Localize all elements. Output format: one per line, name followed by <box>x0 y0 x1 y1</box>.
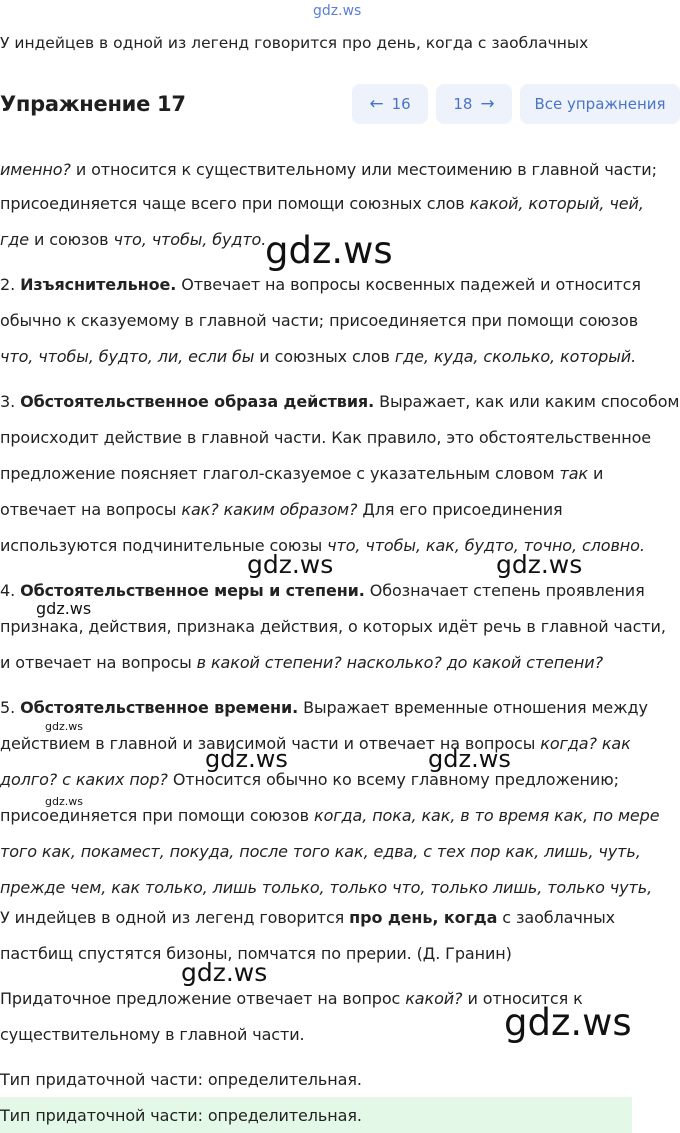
text: признака, действия, признака действия, о которых идёт речь в главной части, <box>0 617 666 636</box>
italic-text: того как, покамест, покуда, после того как, едва, с тех пор как, лишь, чуть, <box>0 842 641 861</box>
text: Для его присоединения <box>357 500 563 519</box>
text: и союзов <box>29 230 114 249</box>
task-preview: У индейцев в одной из легенд говорится про день, когда с заоблачных <box>0 34 589 52</box>
text: 5. <box>0 698 21 717</box>
italic-text: какой? <box>405 989 463 1008</box>
text: и союзных слов <box>254 347 395 366</box>
theory-line <box>0 428 651 447</box>
theory-line <box>0 842 641 861</box>
text: отвечает на вопросы <box>0 500 182 519</box>
watermark: gdz.ws <box>496 550 583 579</box>
text: Обозначает степень проявления <box>364 581 645 600</box>
theory-line <box>0 878 652 897</box>
text: 3. <box>0 392 21 411</box>
prev-exercise-label: 16 <box>391 95 411 113</box>
solution-line <box>0 989 583 1008</box>
italic-text: где <box>0 230 30 249</box>
text: Тип придаточной части: определительная. <box>0 1106 362 1125</box>
theory-line <box>0 581 645 600</box>
italic-text: что, чтобы, будто, ли, если бы <box>0 347 255 366</box>
text: обычно к сказуемому в главной части; присоединяется при помощи союзов <box>0 311 639 330</box>
italic-text: где, куда, сколько, который. <box>394 347 637 366</box>
theory-line <box>0 230 266 249</box>
next-exercise-label: 18 <box>453 95 473 113</box>
theory-line <box>0 500 563 519</box>
next-exercise-button[interactable] <box>436 84 512 124</box>
text: Отвечает на вопросы косвенных падежей и относится <box>176 275 641 294</box>
italic-text: что, чтобы, как, будто, точно, словно. <box>327 536 645 555</box>
italic-text: так <box>559 464 588 483</box>
italic-text: когда, пока, как, в то время как, по мере <box>314 806 660 825</box>
arrow-left-icon: ← <box>369 94 384 114</box>
text: У индейцев в одной из легенд говорится <box>0 908 350 927</box>
watermark: gdz.ws <box>205 745 288 773</box>
theory-line <box>0 347 636 366</box>
answer-type <box>0 1106 362 1125</box>
solution-line <box>0 908 615 927</box>
text: присоединяется чаще всего при помощи союзных слов <box>0 194 470 213</box>
text: Выражает, как или каким способом <box>374 392 680 411</box>
theory-line <box>0 160 657 179</box>
italic-text: долго? с каких пор? <box>0 770 168 789</box>
text: предложение поясняет глагол-сказуемое с указательным словом <box>0 464 560 483</box>
text: и отвечает на вопросы <box>0 653 197 672</box>
page-title: Упражнение 17 <box>0 92 186 116</box>
prev-exercise-button[interactable] <box>352 84 428 124</box>
all-exercises-button[interactable] <box>520 84 680 124</box>
italic-text: именно? <box>0 160 71 179</box>
watermark: gdz.ws <box>504 1001 632 1044</box>
watermark: gdz.ws <box>428 745 511 773</box>
text: существительному в главной части. <box>0 1025 305 1044</box>
theory-line <box>0 311 638 330</box>
italic-text: что, чтобы, будто. <box>113 230 267 249</box>
italic-text: какой, который, чей, <box>469 194 644 213</box>
text: Относится обычно ко всему главному предложению; <box>167 770 619 789</box>
text: и <box>588 464 604 483</box>
italic-text: прежде чем, как только, лишь только, только что, только лишь, только чуть, <box>0 878 653 897</box>
theory-line <box>0 698 648 717</box>
italic-text: как? каким образом? <box>181 500 358 519</box>
watermark: gdz.ws <box>265 229 393 272</box>
text: Придаточное предложение отвечает на вопрос <box>0 989 406 1008</box>
theory-line <box>0 275 641 294</box>
theory-line <box>0 653 603 672</box>
theory-line <box>0 392 679 411</box>
theory-line <box>0 734 631 753</box>
text: с заоблачных <box>497 908 615 927</box>
text: пастбищ спустятся бизоны, помчатся по прерии. (Д. Гранин) <box>0 944 512 963</box>
bold-text: Обстоятельственное образа действия. <box>20 392 375 411</box>
bold-text: Обстоятельственное меры и степени. <box>20 581 365 600</box>
bold-text: Обстоятельственное времени. <box>20 698 299 717</box>
watermark: gdz.ws <box>45 795 83 808</box>
text: действием в главной и зависимой части и отвечает на вопросы <box>0 734 541 753</box>
bold-text: про день, когда <box>349 908 498 927</box>
watermark: gdz.ws <box>247 550 334 579</box>
text: Тип придаточной части: определительная. <box>0 1070 362 1089</box>
watermark: gdz.ws <box>36 599 92 618</box>
solution-line <box>0 1025 305 1044</box>
theory-line <box>0 617 666 636</box>
italic-text: в какой степени? насколько? до какой степени? <box>196 653 603 672</box>
arrow-right-icon: → <box>480 94 495 114</box>
italic-text: когда? как <box>540 734 631 753</box>
text: происходит действие в главной части. Как правило, это обстоятельственное <box>0 428 652 447</box>
watermark: gdz.ws <box>181 958 268 987</box>
text: и относится к существительному или местоимению в главной части; <box>70 160 657 179</box>
text: и относится к <box>462 989 583 1008</box>
text: используются подчинительные союзы <box>0 536 328 555</box>
watermark: gdz.ws <box>45 720 83 733</box>
text: 4. <box>0 581 21 600</box>
theory-line <box>0 770 619 789</box>
text: 2. <box>0 275 21 294</box>
all-exercises-label: Все упражнения <box>534 95 666 113</box>
exercise-header <box>0 84 680 124</box>
watermark-top: gdz.ws <box>313 3 362 19</box>
theory-line <box>0 806 659 825</box>
solution-type <box>0 1070 362 1089</box>
theory-line <box>0 464 603 483</box>
text: присоединяется при помощи союзов <box>0 806 314 825</box>
bold-text: Изъяснительное. <box>20 275 177 294</box>
theory-line <box>0 194 644 213</box>
text: Выражает временные отношения между <box>298 698 648 717</box>
